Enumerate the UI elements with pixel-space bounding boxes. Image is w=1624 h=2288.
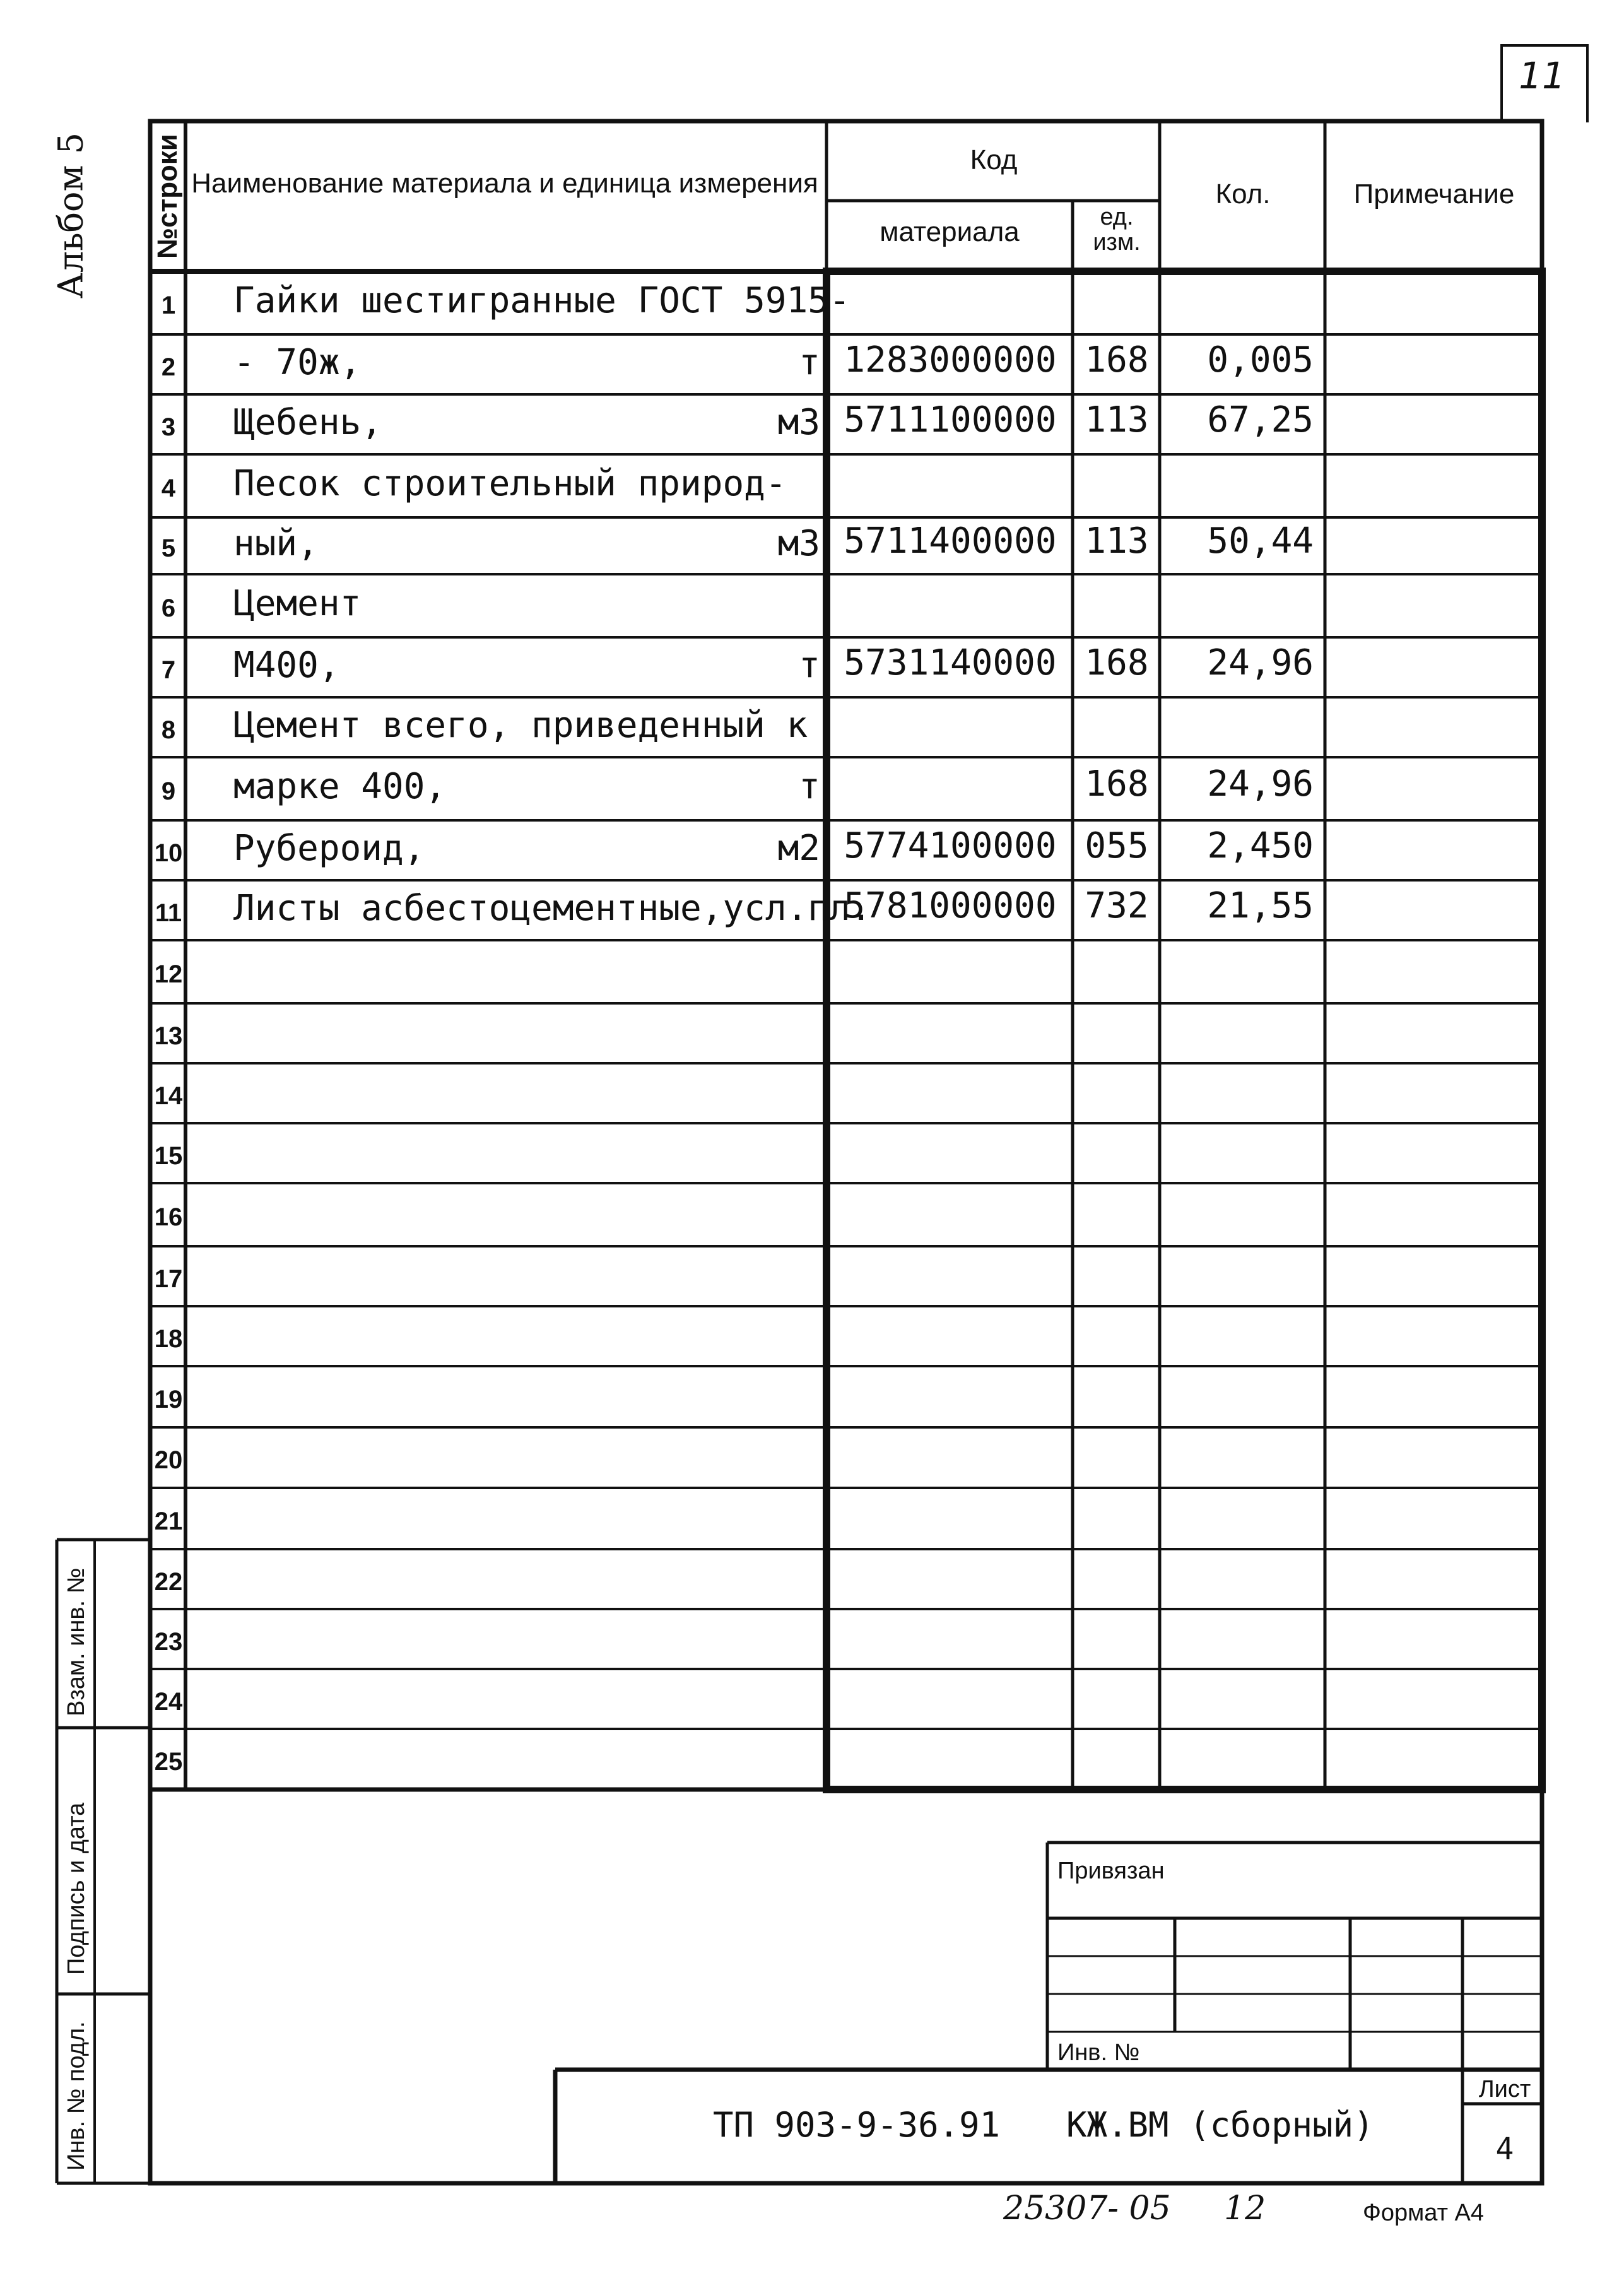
row-number: 13 [154, 1022, 183, 1050]
row-number: 19 [154, 1385, 183, 1413]
row-number: 17 [154, 1265, 183, 1293]
row-number: 2 [161, 353, 176, 381]
row-number: 9 [161, 777, 176, 805]
row-number: 1 [161, 292, 176, 319]
stamp-inv-no: Инв. № [1057, 2039, 1140, 2066]
header-row-no: №строки [152, 134, 183, 259]
quantity: 67,25 [1207, 399, 1314, 440]
header-unit-code: ед. изм. [1093, 204, 1141, 256]
row-number: 10 [154, 839, 183, 867]
row-number: 22 [154, 1567, 183, 1596]
handwritten-number-2: 12 [1224, 2190, 1266, 2227]
material-name: Песок строительный природ- [233, 463, 787, 504]
unit-of-measure: т [799, 644, 820, 686]
header-note: Примечание [1353, 179, 1515, 209]
unit-of-measure: т [799, 341, 820, 383]
row-number: 6 [161, 594, 176, 622]
row-number: 15 [154, 1141, 183, 1170]
row-number: 21 [154, 1507, 183, 1535]
row-number: 14 [154, 1082, 183, 1110]
material-name: Цемент всего, приведенный к [233, 704, 808, 746]
row-number: 16 [154, 1203, 183, 1231]
unit-of-measure: м3 [777, 523, 820, 564]
header-qty: Кол. [1215, 179, 1271, 209]
material-name: Листы асбестоцементные,усл.пл. [233, 887, 872, 929]
material-name: Рубероид, [233, 827, 425, 869]
format-label: Формат А4 [1363, 2200, 1485, 2226]
quantity: 50,44 [1207, 521, 1314, 562]
material-name: ный, [233, 523, 319, 564]
row-number: 12 [154, 960, 183, 988]
material-code: 1283000000 [844, 339, 1057, 380]
album-label: Альбом 5 [50, 132, 91, 299]
row-number: 5 [161, 534, 176, 562]
quantity: 0,005 [1207, 339, 1314, 380]
unit-of-measure: т [799, 766, 820, 807]
quantity: 24,96 [1207, 764, 1314, 805]
unit-of-measure: м2 [777, 827, 820, 869]
unit-of-measure: м3 [777, 401, 820, 443]
quantity: 24,96 [1207, 642, 1314, 683]
sheet-label: Лист [1478, 2076, 1531, 2102]
quantity: 21,55 [1207, 885, 1314, 926]
row-number: 7 [161, 656, 176, 684]
header-name: Наименование материала и единица измерения [191, 168, 818, 199]
unit-code: 168 [1085, 764, 1149, 805]
unit-code: 055 [1085, 825, 1149, 866]
unit-code: 113 [1085, 521, 1149, 562]
page-number: 11 [1519, 54, 1565, 97]
unit-code: 113 [1085, 399, 1149, 440]
material-name: Гайки шестигранные ГОСТ 5915- [233, 280, 850, 321]
doc-title: КЖ.ВМ (сборный) [1066, 2105, 1374, 2145]
material-code: 5774100000 [844, 825, 1057, 866]
unit-code: 168 [1085, 642, 1149, 683]
unit-code: 168 [1085, 339, 1149, 380]
side-label-vzam: Взам. инв. № [63, 1567, 90, 1716]
material-name: Цемент [233, 583, 362, 624]
row-number: 20 [154, 1446, 183, 1474]
stamp-privyazan: Привязан [1057, 1858, 1165, 1884]
material-name: марке 400, [233, 766, 447, 807]
material-code: 5711100000 [844, 399, 1057, 440]
material-name: - 70ж, [233, 341, 362, 383]
row-number: 3 [161, 413, 176, 441]
side-label-inv-podl: Инв. № подл. [63, 2021, 90, 2171]
row-number: 18 [154, 1324, 183, 1353]
material-code: 5731140000 [844, 642, 1057, 683]
row-number: 11 [155, 899, 182, 927]
row-number: 24 [154, 1687, 183, 1716]
handwritten-number: 25307- 05 [1003, 2190, 1171, 2227]
row-number: 25 [154, 1748, 183, 1776]
sheet-number: 4 [1495, 2132, 1514, 2167]
row-number: 23 [154, 1627, 183, 1656]
quantity: 2,450 [1207, 825, 1314, 866]
doc-code: ТП 903-9-36.91 [713, 2105, 1001, 2145]
header-material: материала [880, 216, 1020, 247]
material-code: 5711400000 [844, 521, 1057, 562]
side-label-podpis: Подпись и дата [63, 1802, 90, 1975]
row-number: 4 [161, 475, 176, 502]
unit-code: 732 [1085, 885, 1149, 926]
row-number: 8 [161, 716, 176, 744]
material-name: Щебень, [233, 401, 383, 443]
header-code: Код [970, 144, 1018, 175]
material-name: М400, [233, 644, 340, 686]
material-code: 5781000000 [844, 885, 1057, 926]
